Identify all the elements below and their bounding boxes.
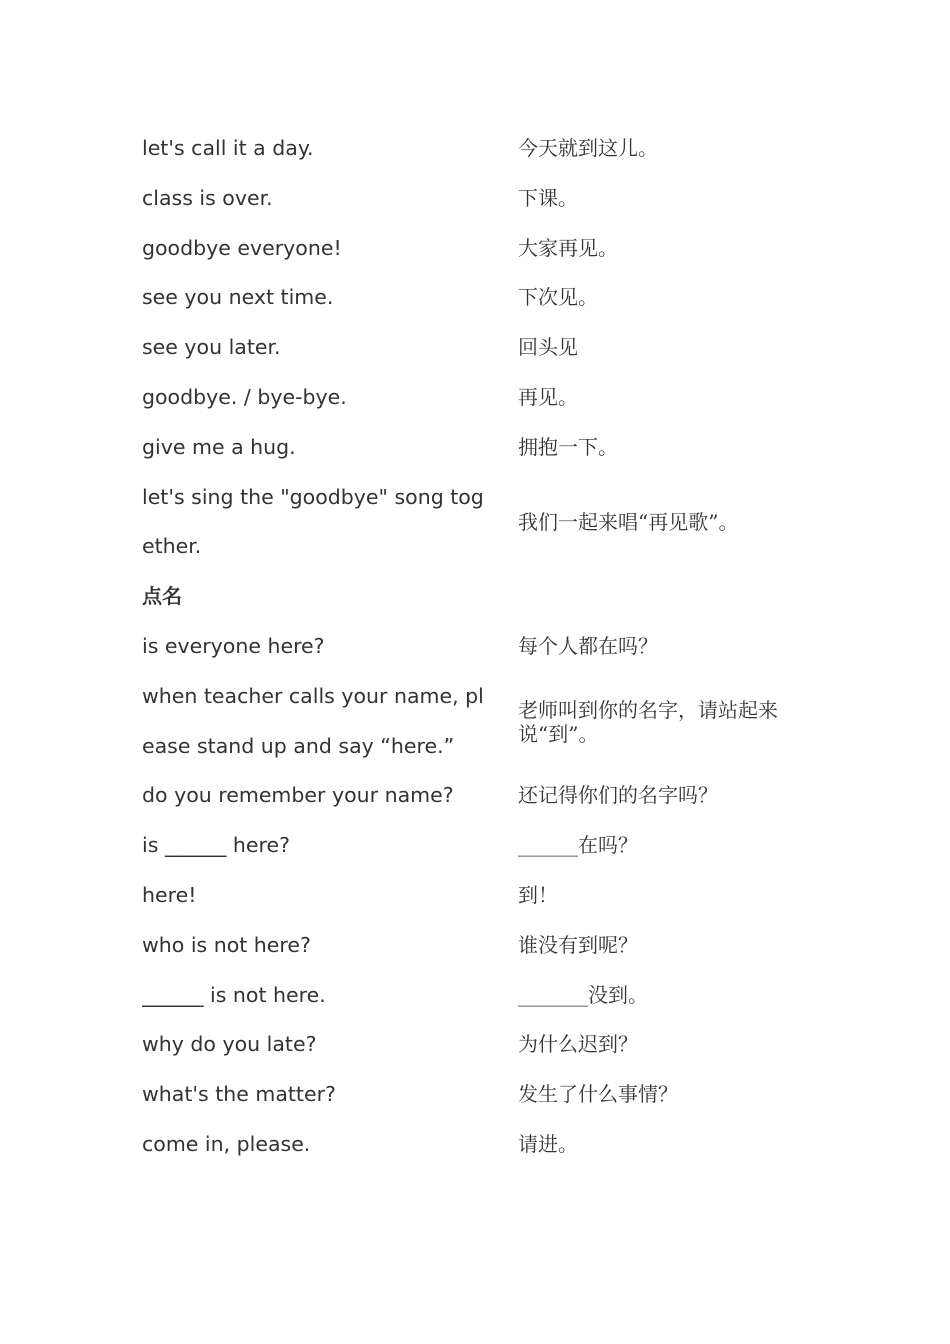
chinese-translation: 回头见 xyxy=(518,335,578,360)
table-row xyxy=(142,373,822,423)
table-row xyxy=(142,224,822,274)
chinese-translation: 为什么迟到？ xyxy=(518,1032,638,1057)
english-line-2: ease stand up and say “here.” xyxy=(142,733,455,758)
english-phrase: let's call it a day. xyxy=(142,136,314,160)
table-row xyxy=(142,821,822,871)
chinese-translation: 下课。 xyxy=(518,185,578,210)
table-row xyxy=(142,423,822,473)
chinese-line-1: 老师叫到你的名字，请站起来 xyxy=(518,697,778,722)
chinese-translation: 还记得你们的名字吗？ xyxy=(518,783,718,808)
chinese-translation: 我们一起来唱“再见歌”。 xyxy=(518,510,739,535)
english-phrase: goodbye everyone! xyxy=(142,235,342,260)
table-row-calls-name xyxy=(142,672,822,772)
english-line-1: when teacher calls your name, pl xyxy=(142,683,484,708)
table-row-goodbye-song xyxy=(142,473,822,573)
english-phrase: give me a hug. xyxy=(142,434,296,459)
chinese-translation: _______没到。 xyxy=(518,982,648,1007)
chinese-translation: 谁没有到呢？ xyxy=(518,932,638,957)
english-phrase: here! xyxy=(142,882,197,907)
table-row xyxy=(142,921,822,971)
chinese-translation: 拥抱一下。 xyxy=(518,434,618,459)
english-phrase: come in, please. xyxy=(142,1131,311,1156)
chinese-line-2: 说“到”。 xyxy=(518,721,599,746)
table-row xyxy=(142,1120,822,1170)
english-phrase: is everyone here? xyxy=(142,633,325,658)
table-row xyxy=(142,1020,822,1070)
phrase-table xyxy=(142,124,822,1170)
chinese-translation: 请进。 xyxy=(518,1131,578,1156)
english-line-1: let's sing the "goodbye" song tog xyxy=(142,484,484,509)
table-row xyxy=(142,871,822,921)
table-row xyxy=(142,1070,822,1120)
table-row xyxy=(142,124,822,174)
english-phrase xyxy=(142,672,514,772)
english-line-2: ether. xyxy=(142,534,202,559)
english-phrase: ______ is not here. xyxy=(142,982,326,1007)
english-phrase: what's the matter? xyxy=(142,1082,336,1107)
section-heading: 点名 xyxy=(142,584,182,609)
chinese-translation: 发生了什么事情？ xyxy=(518,1082,678,1107)
chinese-translation xyxy=(518,672,818,772)
english-phrase: is ______ here? xyxy=(142,833,290,858)
table-row xyxy=(142,174,822,224)
chinese-translation: 下次见。 xyxy=(518,285,598,310)
english-phrase: goodbye. / bye-bye. xyxy=(142,384,347,409)
chinese-translation: 再见。 xyxy=(518,384,578,409)
chinese-translation: 每个人都在吗？ xyxy=(518,633,658,658)
english-phrase: see you later. xyxy=(142,335,281,360)
table-row xyxy=(142,971,822,1021)
table-row xyxy=(142,273,822,323)
chinese-translation: ______在吗？ xyxy=(518,833,638,858)
english-phrase xyxy=(142,473,514,573)
table-row xyxy=(142,622,822,672)
chinese-translation: 大家再见。 xyxy=(518,235,618,260)
chinese-translation: 今天就到这儿。 xyxy=(518,136,658,160)
english-phrase: class is over. xyxy=(142,185,273,210)
english-phrase: who is not here? xyxy=(142,932,311,957)
english-phrase: do you remember your name? xyxy=(142,783,454,808)
table-row xyxy=(142,771,822,821)
table-row xyxy=(142,323,822,373)
chinese-translation: 到！ xyxy=(518,882,558,907)
english-phrase: why do you late? xyxy=(142,1032,317,1057)
english-phrase: see you next time. xyxy=(142,285,334,310)
